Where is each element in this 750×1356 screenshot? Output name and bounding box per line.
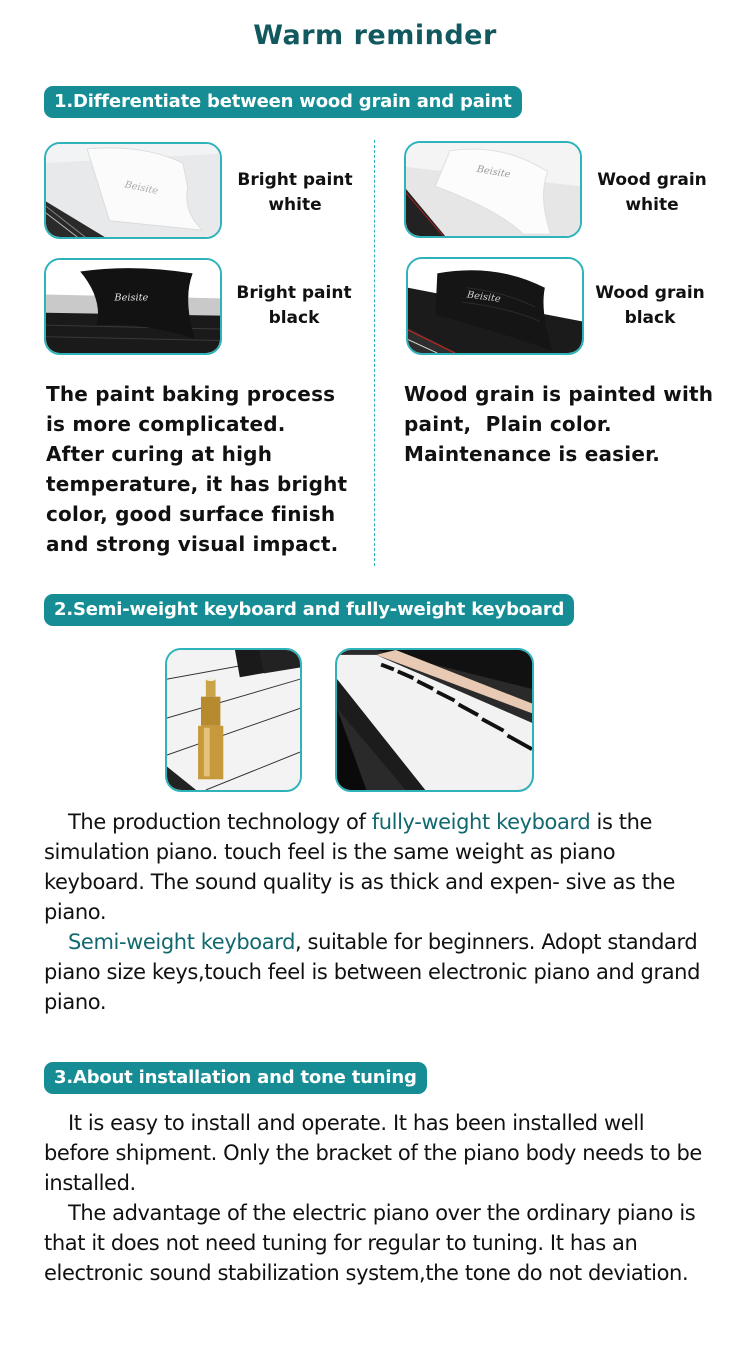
wood-grain-description: Wood grain is painted with paint, Plain color. Maintenance is easier. <box>404 382 714 466</box>
svg-text:Beisite: Beisite <box>466 289 502 305</box>
installation-description: It is easy to install and operate. It has been installed well before shipment. Only the bracket of the piano body needs to be installed. The advantage of the electric piano over the ordinary piano is that it does not need tuning for regular to tuning. It has an electronic sound stabilization system,the tone do not deviation. <box>44 1111 702 1285</box>
wood-grain-black-label: Wood grain black <box>595 283 705 328</box>
section1-heading: 1.Differentiate between wood grain and paint <box>44 86 522 118</box>
keyboard-closeup-image <box>335 648 534 792</box>
wood-grain-black-image <box>406 257 584 355</box>
bright-paint-white-image <box>44 142 222 239</box>
wood-grain-white-image <box>404 141 582 238</box>
wood-grain-white-label: Wood grain white <box>597 170 707 215</box>
section3-heading: 3.About installation and tone tuning <box>44 1062 427 1094</box>
semi-weight-keyboard-highlight: Semi-weight keyboard <box>68 930 295 954</box>
svg-text:Beisite: Beisite <box>123 179 160 197</box>
keyboard-description: The production technology of fully-weight keyboard is the simulation piano. touch feel is the same weight as piano keyboard. The sound quality is as thick and expen- sive as the piano. Semi-weight keyboard, suitable for beginners. Adopt standard piano size keys,touch feel is between electronic piano and grand piano. <box>44 810 700 1014</box>
column-divider <box>374 140 375 566</box>
section2-heading: 2.Semi-weight keyboard and fully-weight keyboard <box>44 594 574 626</box>
bright-paint-black-image <box>44 258 222 355</box>
fully-weight-keyboard-highlight: fully-weight keyboard <box>371 810 591 834</box>
bright-paint-black-label: Bright paint black <box>236 283 352 328</box>
bright-paint-white-label: Bright paint white <box>237 170 353 215</box>
weight-mechanism-image <box>165 648 302 792</box>
svg-text:Beisite: Beisite <box>475 163 512 181</box>
svg-text:Beisite: Beisite <box>114 292 149 304</box>
page-title: Warm reminder <box>253 20 497 51</box>
paint-description: The paint baking process is more complicated. After curing at high temperature, it has bright color, good surface finish and strong visual impact. <box>46 382 348 556</box>
